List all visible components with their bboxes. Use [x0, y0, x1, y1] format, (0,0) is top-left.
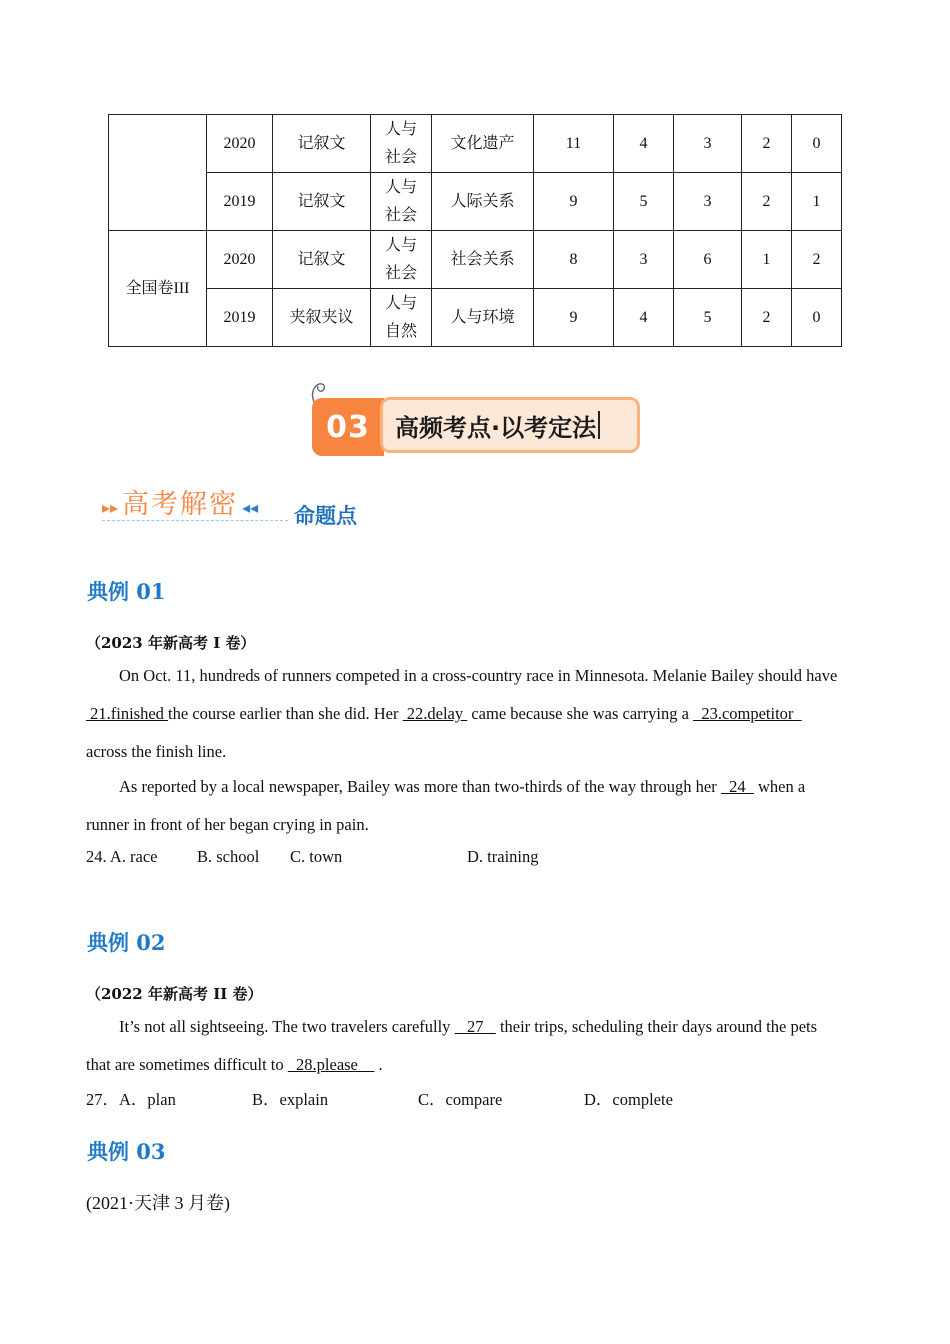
option-a: 27．A．plan [86, 1090, 176, 1109]
table-cell-count: 1 [742, 231, 792, 289]
answer-blank: 27 [454, 1017, 496, 1036]
section-title-text: 高频考点·以考定法 [395, 413, 597, 442]
example-source: （2023 年新高考 I 卷） [86, 634, 256, 652]
table-cell-topic: 文化遗产 [432, 115, 534, 173]
text-span: came because she was carrying a [467, 704, 694, 723]
option-d: D．complete [584, 1090, 673, 1109]
text-span: . [374, 1055, 383, 1074]
theme-line: 人与 [384, 120, 417, 138]
theme-line: 人与 [384, 178, 417, 196]
table-cell-region: 全国卷III [109, 231, 207, 347]
exam-statistics-table [108, 114, 842, 347]
table-cell-count: 2 [742, 115, 792, 173]
table-cell-count: 4 [614, 289, 674, 347]
text-span: their trips, scheduling their days around the pets [495, 1017, 818, 1036]
section-banner [312, 395, 646, 459]
table-cell-count: 9 [534, 289, 614, 347]
text-span: when a [753, 777, 806, 796]
paragraph-line [86, 1046, 383, 1084]
table-cell-year: 2019 [207, 289, 273, 347]
double-arrow-right-icon: ▸▸ [102, 498, 119, 517]
table-cell-count: 0 [792, 289, 842, 347]
option-a: 24. A. race [86, 847, 158, 866]
text-span: It’s not all sightseeing. The two travelers carefully [119, 1017, 455, 1036]
answer-blank: 21.finished [86, 704, 169, 723]
option-b: B. school [197, 847, 260, 866]
answer-blank: 23.competitor [693, 704, 802, 723]
table-cell-count: 11 [534, 115, 614, 173]
answer-blank: 24 [720, 777, 754, 796]
paragraph-line [119, 1008, 817, 1046]
subheading: 命题点 [294, 504, 357, 528]
table-cell-topic: 人与环境 [432, 289, 534, 347]
example-source: (2021·天津 3 月卷) [86, 1193, 230, 1213]
answer-blank: 22.delay [402, 704, 468, 723]
gaokao-header [102, 482, 258, 521]
table-cell-count: 3 [614, 231, 674, 289]
table-cell-theme [371, 289, 432, 347]
table-cell-genre: 夹叙夹议 [273, 289, 371, 347]
paragraph-line: runner in front of her began crying in pain. [86, 815, 369, 834]
section-title [380, 397, 640, 453]
theme-line: 人与 [384, 236, 417, 254]
option-d: D. training [467, 847, 539, 866]
table-cell-count: 8 [534, 231, 614, 289]
table-cell-count: 0 [792, 115, 842, 173]
table-cell-year: 2019 [207, 173, 273, 231]
table-cell-theme [371, 231, 432, 289]
table-row [109, 231, 842, 289]
table-cell-count: 2 [742, 173, 792, 231]
double-arrow-left-icon: ◂◂ [242, 498, 259, 517]
theme-line: 自然 [384, 322, 417, 340]
table-cell-count: 1 [792, 173, 842, 231]
table-cell-count: 3 [674, 173, 742, 231]
table-cell-theme [371, 173, 432, 231]
table-cell-theme [371, 115, 432, 173]
text-span: that are sometimes difficult to [86, 1055, 288, 1074]
table-cell-count: 2 [742, 289, 792, 347]
theme-line: 社会 [384, 148, 417, 166]
answer-blank: 28.please [287, 1055, 375, 1074]
table-cell-topic: 人际关系 [432, 173, 534, 231]
table-cell-count: 6 [674, 231, 742, 289]
paragraph-line: across the finish line. [86, 742, 227, 761]
gaokao-heading: 高考解密 [122, 489, 239, 520]
table-row [109, 173, 842, 231]
table-cell-count: 4 [614, 115, 674, 173]
example-source: （2022 年新高考 II 卷） [86, 985, 263, 1003]
paragraph-line: On Oct. 11, hundreds of runners competed in a cross-country race in Minnesota. Melanie Bailey should have [119, 666, 838, 685]
table-cell-count: 2 [792, 231, 842, 289]
text-span: As reported by a local newspaper, Bailey was more than two-thirds of the way through her [119, 777, 721, 796]
option-b: B．explain [252, 1090, 329, 1109]
table-cell-year: 2020 [207, 115, 273, 173]
option-c: C．compare [418, 1090, 503, 1109]
table-cell-count: 5 [614, 173, 674, 231]
table-cell-genre: 记叙文 [273, 231, 371, 289]
dashed-divider [102, 520, 288, 521]
table-cell-topic: 社会关系 [432, 231, 534, 289]
example-title: 典例 01 [87, 579, 166, 604]
section-number: 03 [312, 398, 384, 456]
table-cell-year: 2020 [207, 231, 273, 289]
text-span: the course earlier than she did. Her [168, 704, 403, 723]
table-cell-count: 5 [674, 289, 742, 347]
example-title: 典例 03 [87, 1139, 166, 1164]
example-title: 典例 02 [87, 930, 166, 955]
text-cursor [598, 411, 600, 439]
table-row [109, 289, 842, 347]
paragraph-line [86, 695, 864, 733]
theme-line: 社会 [384, 264, 417, 282]
theme-line: 人与 [384, 294, 417, 312]
table-cell-genre: 记叙文 [273, 173, 371, 231]
table-cell-region [109, 115, 207, 231]
table-cell-count: 3 [674, 115, 742, 173]
table-cell-count: 9 [534, 173, 614, 231]
theme-line: 社会 [384, 206, 417, 224]
table-cell-genre: 记叙文 [273, 115, 371, 173]
paragraph-line [119, 768, 805, 806]
table-row [109, 115, 842, 173]
option-c: C. town [290, 847, 343, 866]
